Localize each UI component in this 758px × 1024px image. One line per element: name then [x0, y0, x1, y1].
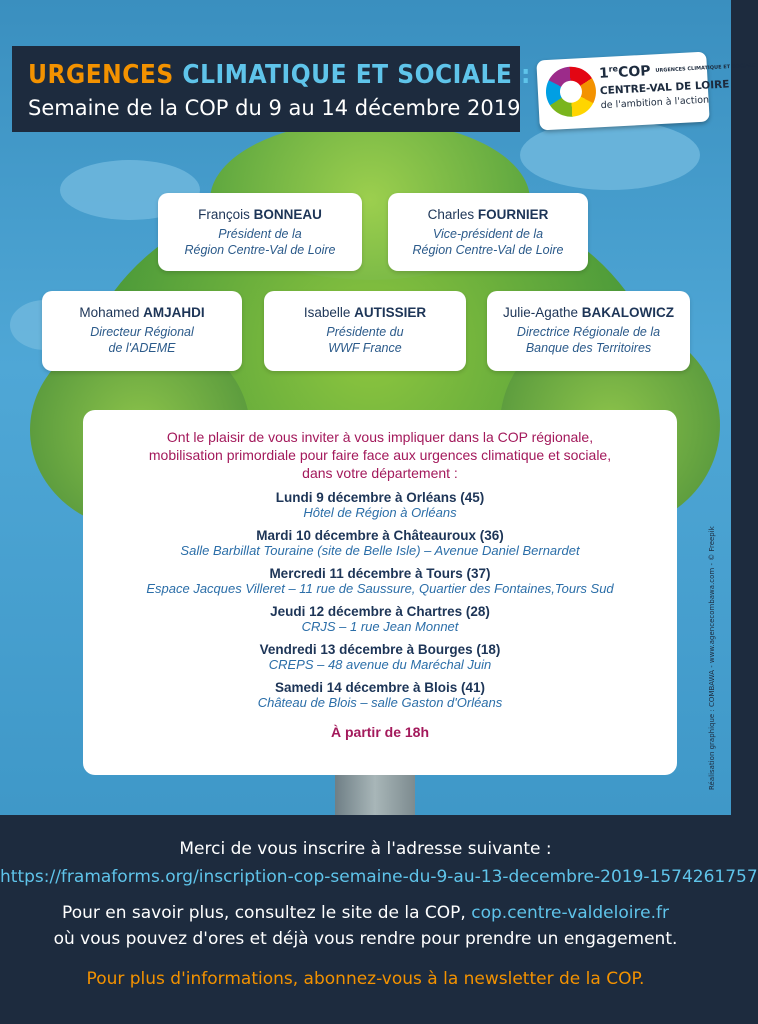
register-link[interactable]: https://framaforms.org/inscription-cop-semaine-du-9-au-13-decembre-2019-1574261757	[0, 867, 758, 887]
page-subtitle: Semaine de la COP du 9 au 14 décembre 2019	[28, 96, 521, 120]
start-time: À partir de 18h	[330, 724, 430, 740]
engagement-text: où vous pouvez d'ores et déjà vous rendre pour prendre un engagement.	[53, 929, 678, 949]
event-item: Jeudi 12 décembre à Chartres (28) CRJS – 1 rue Jean Monnet	[270, 604, 490, 634]
newsletter-text: Pour plus d'informations, abonnez-vous à la newsletter de la COP.	[86, 969, 645, 989]
credit-text: Réalisation graphique : COMBAWA - www.agencecombawa.com - © Freepik	[708, 526, 716, 790]
logo-ring-icon	[545, 65, 598, 118]
event-item: Mercredi 11 décembre à Tours (37) Espace Jacques Villeret – 11 rue de Saussure, Quartier des Fontaines,Tours Sud	[146, 566, 614, 596]
cop-logo	[536, 52, 756, 131]
host-card: Julie-Agathe BAKALOWICZ Directrice Régionale de la Banque des Territoires	[487, 291, 690, 371]
logo-region: CENTRE-VAL DE LOIRE	[599, 78, 730, 98]
logo-title: 1reCOP URGENCES CLIMATIQUE ET SOCIALE	[598, 62, 756, 82]
cloud	[520, 120, 700, 190]
event-item: Mardi 10 décembre à Châteauroux (36) Salle Barbillat Touraine (site de Belle Isle) – Avenue Daniel Bernardet	[180, 528, 580, 558]
footer	[0, 815, 758, 1024]
host-card: Mohamed AMJAHDI Directeur Régional de l'ADEME	[42, 291, 242, 371]
logo-tagline: de l'ambition à l'action	[600, 94, 710, 112]
register-text: Merci de vous inscrire à l'adresse suivante :	[179, 839, 552, 859]
header-banner	[12, 46, 531, 132]
site-link[interactable]: cop.centre-valdeloire.fr	[471, 903, 669, 923]
host-card: François BONNEAU Président de la Région Centre-Val de Loire	[158, 193, 362, 271]
event-item: Vendredi 13 décembre à Bourges (18) CREPS – 48 avenue du Maréchal Juin	[259, 642, 501, 672]
event-item: Samedi 14 décembre à Blois (41) Château de Blois – salle Gaston d'Orléans	[257, 680, 503, 710]
host-card: Charles FOURNIER Vice-président de la Région Centre-Val de Loire	[388, 193, 588, 271]
host-card: Isabelle AUTISSIER Présidente du WWF France	[264, 291, 466, 371]
page-title: URGENCES CLIMATIQUE ET SOCIALE :	[28, 60, 531, 90]
invitation-intro: Ont le plaisir de vous inviter à vous impliquer dans la COP régionale, mobilisation primordiale pour faire face aux urgences climatique et sociale, dans votre département :	[148, 429, 612, 481]
invitation-panel	[83, 410, 677, 775]
more-info-text: Pour en savoir plus, consultez le site de la COP, cop.centre-valdeloire.fr	[62, 903, 669, 923]
event-item: Lundi 9 décembre à Orléans (45) Hôtel de Région à Orléans	[275, 490, 485, 520]
